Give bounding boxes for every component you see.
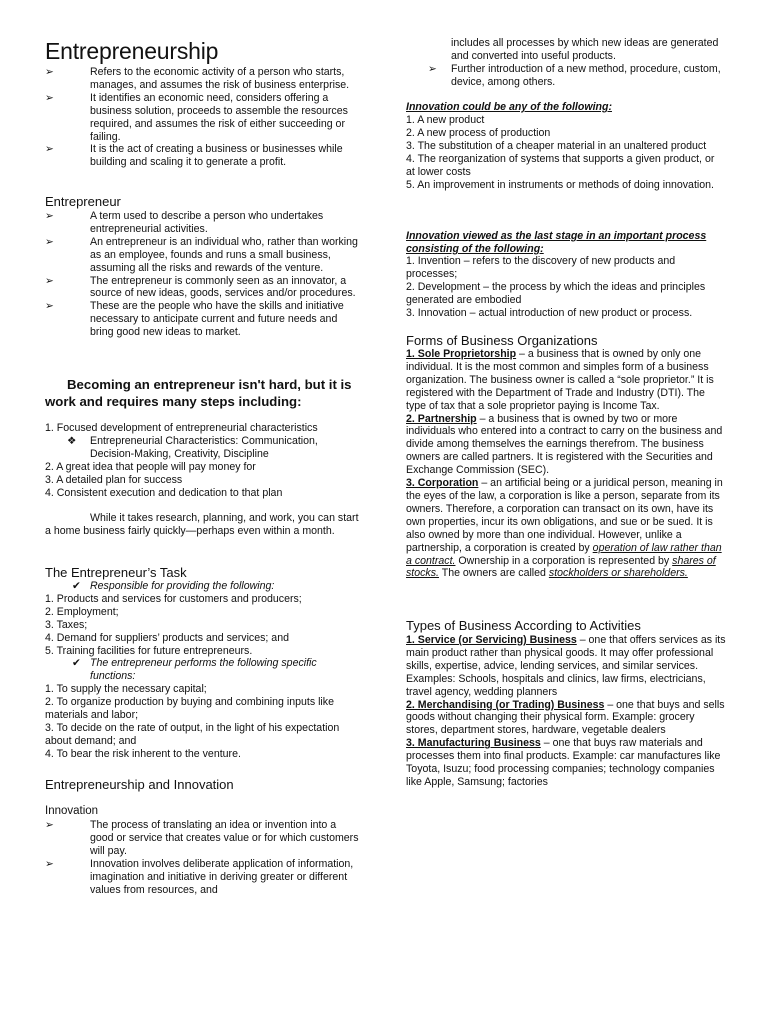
list-item: 2. A great idea that people will pay money for [45, 460, 256, 473]
list-item: 4. Consistent execution and dedication to that plan [45, 486, 283, 499]
term: 1. Sole Proprietorship [406, 348, 517, 360]
becoming-heading: Becoming an entrepreneur isn't hard, but it is work and requires many steps including: [45, 377, 352, 409]
sole-proprietorship-entry: 1. Sole Proprietorship – a business that is owned by only one individual. It is the most common and simples form of a business organization. The business owner is called a “sole proprietor.” It is registered with the Department of Trade and Industry (DTI). The type of tax that a sole proprietor paying is Income Tax. [406, 348, 714, 412]
page-title: Entrepreneurship [45, 38, 219, 64]
checkmark-icon: ✔ [72, 657, 81, 670]
list-item: ➢ It is the act of creating a business or businesses while building and scaling it to generate a profit. [45, 143, 343, 169]
list-item: 2. Employment; [45, 605, 119, 618]
arrowhead-bullet-icon: ➢ [45, 210, 54, 222]
term: 2. Merchandising (or Trading) Business [406, 698, 605, 711]
term: 1. Service (or Servicing) Business [406, 634, 577, 646]
term: 2. Partnership [406, 412, 477, 425]
arrowhead-bullet-icon: ➢ [45, 143, 54, 156]
last-stage-label: Innovation viewed as the last stage in an important process consisting of the following: [406, 230, 707, 255]
list-item: 1. Invention – refers to the discovery of new products and processes; [406, 255, 676, 280]
could-be-label: Innovation could be any of the following: [406, 101, 612, 113]
list-item: ➢ Further introduction of a new method, procedure, custom, device, among others. [428, 63, 721, 88]
checkmark-icon: ✔ [72, 580, 81, 592]
section-heading: Forms of Business Organizations [406, 333, 598, 348]
corporation-entry: 3. Corporation – an artificial being or a juridical person, meaning in the eyes of the law, a corporation is like a person, separate from its owners. Therefore, a corporation can transact on its own, have its own properties, incur its own obligations, and sue or be sued. It is also owned by more than one individual. However, unlike a partnership, a corporation is created by operation of law rather than a contract. Ownership in a corporation is represented by shares of stocks. The owners are called stockholders or shareholders. [406, 477, 723, 580]
list-item: 5. An improvement in instruments or methods of doing innovation. [406, 178, 714, 191]
steps-list [45, 422, 361, 499]
sub-list-item: ❖ Entrepreneurial Characteristics: Communication, Decision-Making, Creativity, Discipline [67, 434, 318, 460]
list-item: 3. To decide on the rate of output, in the light of his expectation about demand; and [45, 721, 340, 747]
arrowhead-bullet-icon: ➢ [45, 235, 54, 248]
section-heading: The Entrepreneur’s Task [45, 565, 187, 580]
list-item: 4. To bear the risk inherent to the venture. [45, 747, 241, 760]
arrowhead-bullet-icon: ➢ [45, 857, 54, 870]
diamond-bullet-icon: ❖ [67, 434, 77, 447]
list-item: ➢ These are the people who have the skills and initiative necessary to anticipate current and future needs and bring good new ideas to market. [45, 300, 344, 339]
continued-text: includes all processes by which new ideas are generated and converted into useful products. [451, 37, 719, 62]
list-item: 3. Innovation – actual introduction of new product or process. [406, 306, 693, 319]
intro-bullet-list [45, 66, 359, 169]
types-body [406, 634, 726, 789]
list-item: 2. To organize production by buying and combining inputs like materials and labor; [45, 696, 334, 722]
list-item: ➢ The entrepreneur is commonly seen as an innovator, a source of new ideas, goods, services and/or procedures. [45, 274, 356, 300]
service-business-entry: 1. Service (or Servicing) Business – one that offers services as its main product rather than physical goods. It may offer professional skills, expertise, advice, lending services, and similar services. Examples: Schools, hospitals and clinics, law firms, electricians, travel agency, wedding planners [406, 634, 726, 698]
section-heading: Entrepreneur [45, 194, 121, 209]
functions-label: ✔ The entrepreneur performs the following specific functions: [72, 657, 317, 683]
arrowhead-bullet-icon: ➢ [45, 66, 54, 78]
list-item: 2. Development – the process by which the ideas and principles generated are embodied [406, 280, 706, 306]
responsible-block [45, 580, 361, 761]
list-item: 4. The reorganization of systems that supports a given product, or at lower costs [406, 152, 715, 178]
list-item: ➢ An entrepreneur is an individual who, rather than working as an employee, founds and runs a small business, assuming all the risks and rewards of the venture. [45, 235, 358, 274]
forms-body [406, 348, 726, 580]
list-item: 2. A new process of production [406, 126, 551, 139]
arrowhead-bullet-icon: ➢ [45, 819, 54, 831]
list-item: ➢ It identifies an economic need, considers offering a business solution, proceeds to assemble the resources required, and assumes the risk of either succeeding or failing. [45, 91, 348, 143]
while-paragraph: While it takes research, planning, and work, you can start a home business fairly quickly—perhaps even within a month. [45, 512, 359, 537]
arrowhead-bullet-icon: ➢ [45, 274, 54, 287]
partnership-entry: 2. Partnership – a business that is owned by two or more individuals who entered into a contract to carry on the business and divide among themselves the earnings therefrom. The business owners are called partners. It is registered with the Securities and Exchange Commission (SEC). [406, 412, 723, 477]
list-item: 1. Products and services for customers and producers; [45, 592, 302, 605]
term: 3. Corporation [406, 477, 479, 490]
innovation-bullet-list [45, 819, 359, 896]
last-stage-list [406, 255, 726, 320]
list-item: 4. Demand for suppliers’ products and services; and [45, 631, 289, 644]
list-item: 5. Training facilities for future entrepreneurs. [45, 644, 253, 657]
entrepreneur-bullet-list [45, 210, 359, 339]
could-be-list [406, 114, 726, 191]
arrowhead-bullet-icon: ➢ [45, 300, 54, 313]
manufacturing-business-entry: 3. Manufacturing Business – one that buys raw materials and processes them into final products. Example: car manufactures like Toyota, Isuzu; food processing companies; technology companies like Apple, Samsung; factories [406, 737, 721, 788]
arrowhead-bullet-icon: ➢ [45, 91, 54, 104]
list-item: ➢ Refers to the economic activity of a person who starts, manages, and assumes the risk of business enterprise. [45, 66, 350, 91]
further-bullet [428, 63, 726, 89]
arrowhead-bullet-icon: ➢ [428, 63, 437, 75]
list-item: 3. A detailed plan for success [45, 473, 183, 486]
list-item: 3. The substitution of a cheaper material in an unaltered product [406, 139, 707, 152]
section-heading: Entrepreneurship and Innovation [45, 777, 234, 792]
merchandising-business-entry: 2. Merchandising (or Trading) Business – one that buys and sells goods without changing their physical form. Example: grocery stores, department stores, hardware, vegetable dealers [406, 698, 725, 737]
responsible-label: ✔ Responsible for providing the following: [72, 580, 275, 592]
list-item: ➢ Innovation involves deliberate application of information, imagination and initiative in deriving greater or different values from resources, and [45, 857, 354, 896]
list-item: 3. Taxes; [45, 618, 88, 631]
list-item: ➢ A term used to describe a person who undertakes entrepreneurial activities. [45, 210, 324, 235]
list-item: 1. A new product [406, 114, 485, 126]
section-heading: Types of Business According to Activities [406, 618, 641, 633]
list-item: 1. Focused development of entrepreneurial characteristics [45, 422, 318, 434]
sub-heading: Innovation [45, 805, 99, 817]
term: 3. Manufacturing Business [406, 737, 541, 750]
list-item: ➢ The process of translating an idea or invention into a good or service that creates value or for which customers will pay. [45, 819, 359, 857]
list-item: 1. To supply the necessary capital; [45, 683, 207, 696]
